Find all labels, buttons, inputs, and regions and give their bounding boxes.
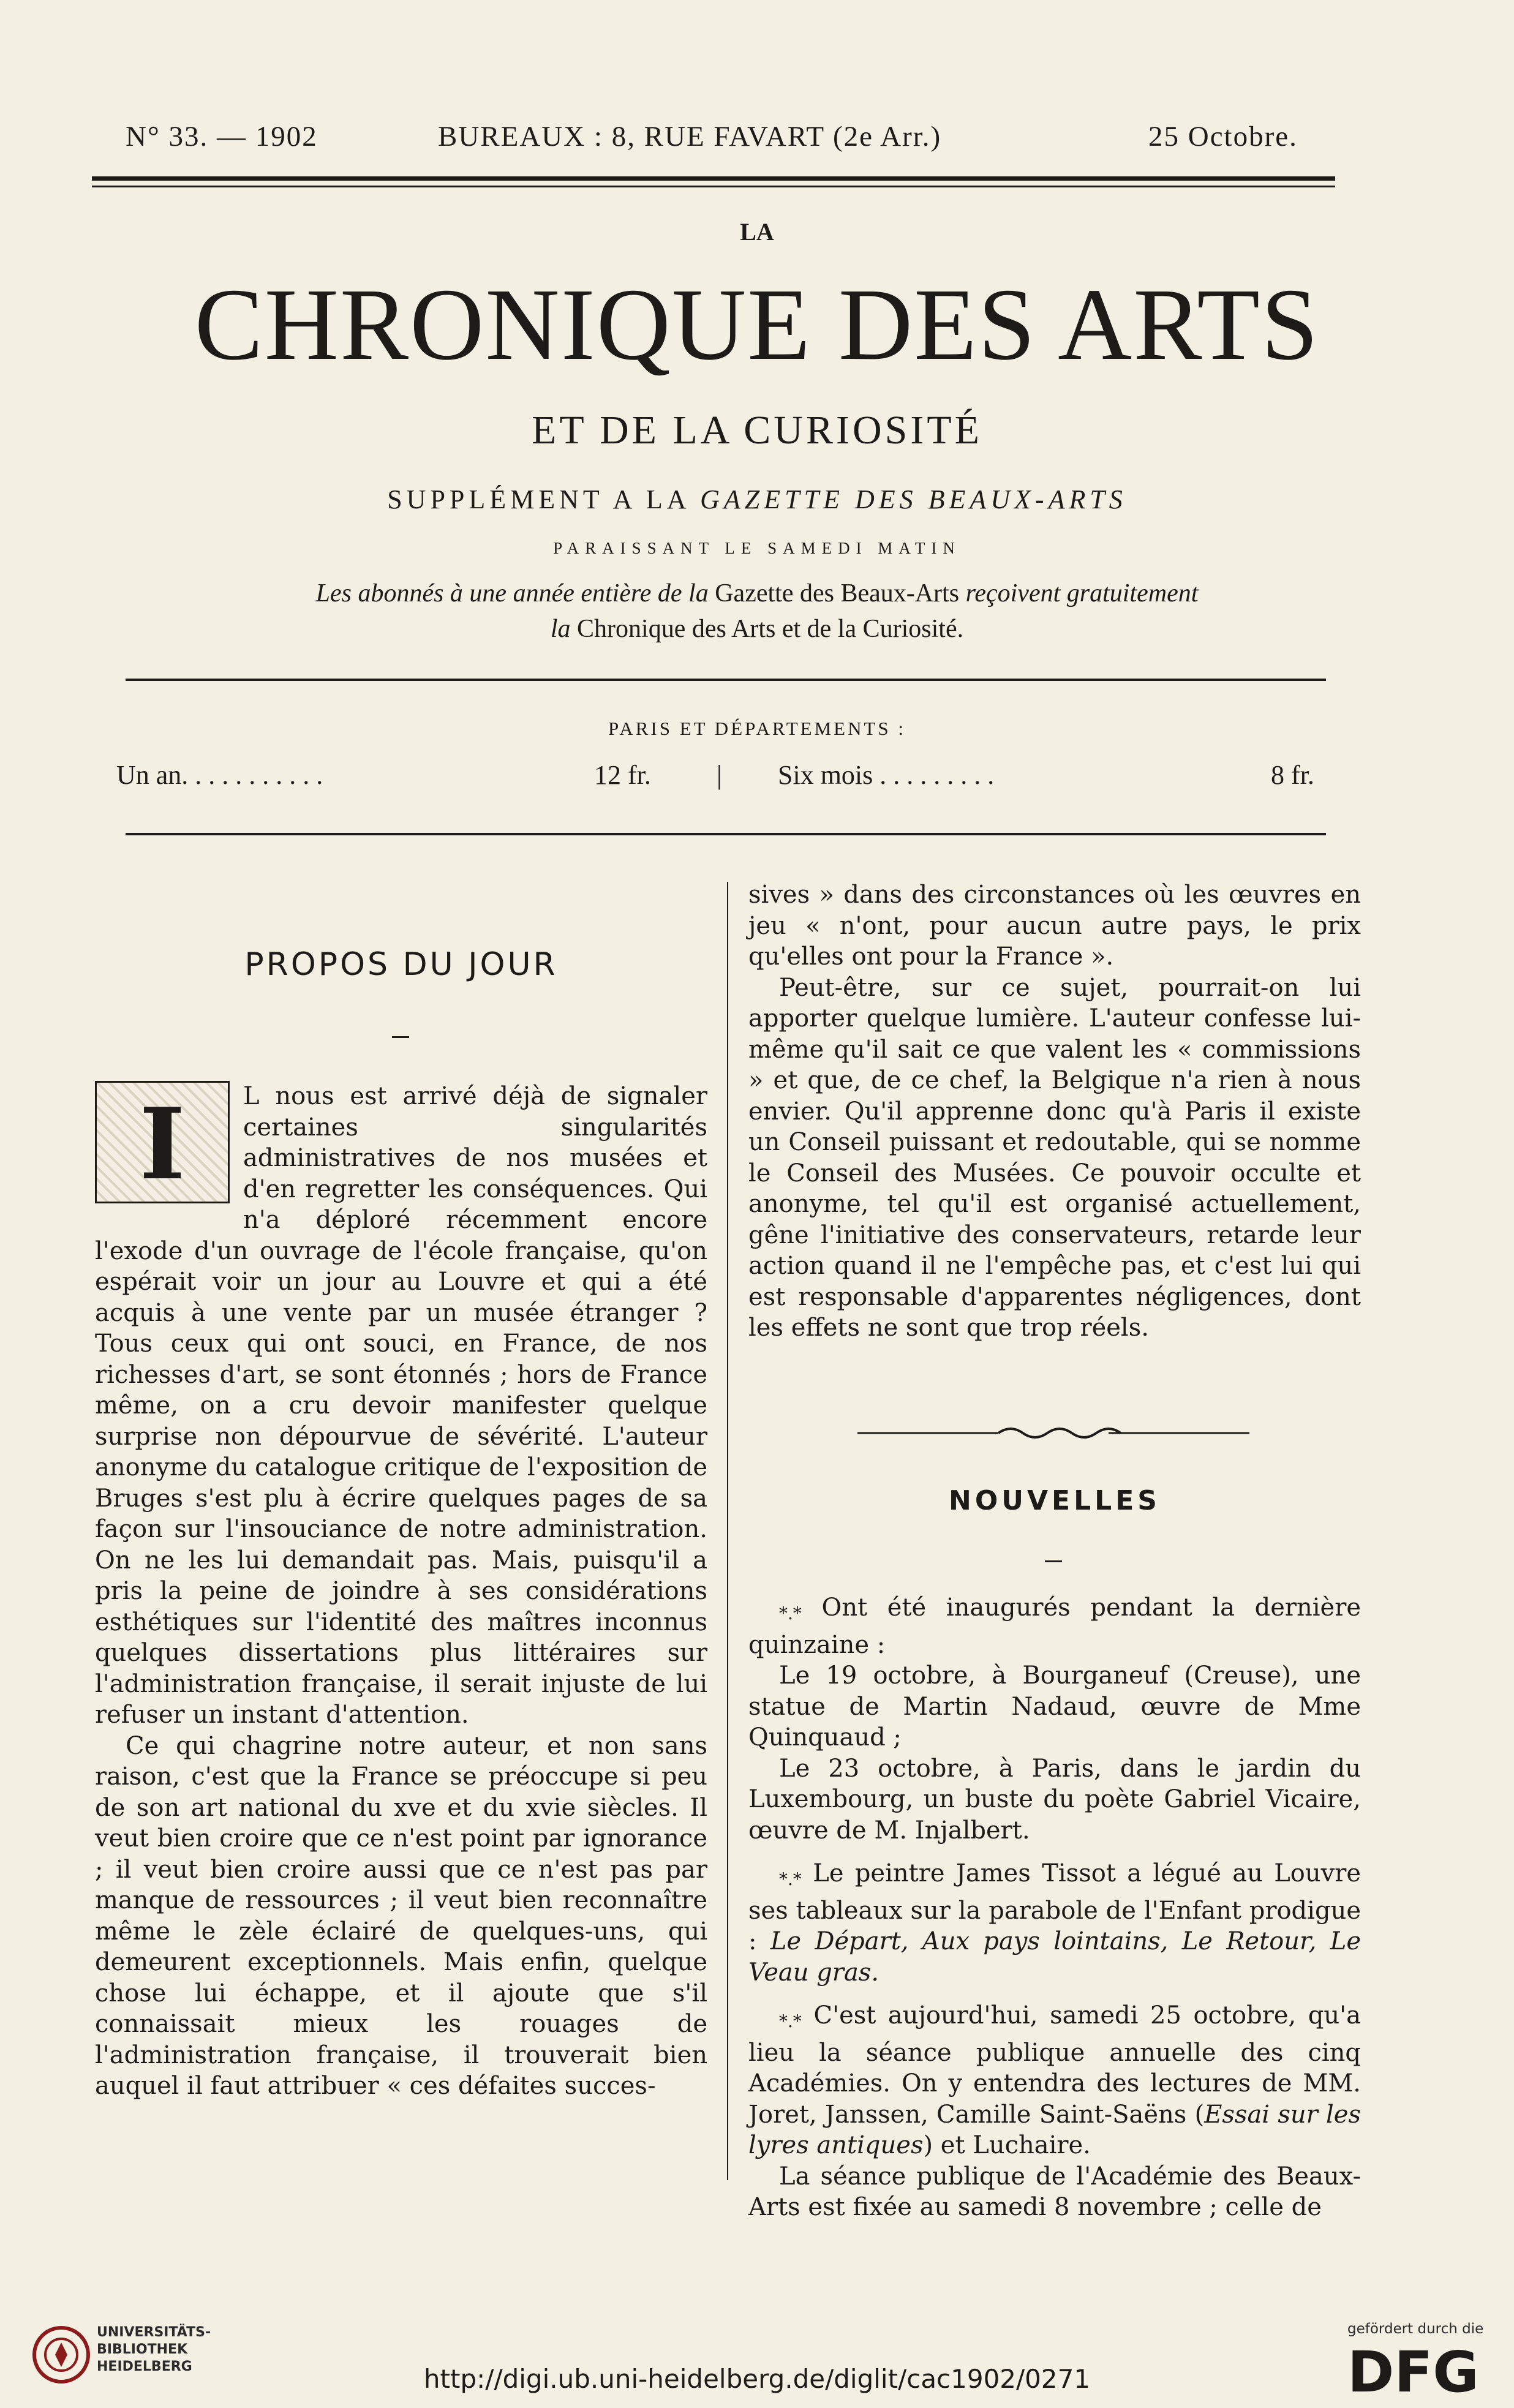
nouvelle-3-title: Essai sur les lyres antiques	[748, 2100, 1361, 2159]
supplement-line	[0, 484, 1514, 515]
nouvelle-item-1	[748, 1592, 1361, 1660]
nouvelles-dash	[1045, 1560, 1062, 1562]
price-year-value: 12 fr.	[594, 760, 651, 790]
propos-paragraph-1: L nous est arrivé déjà de signaler certaines singularités administratives de nos musées et d'en regretter les conséquences. Qui n'a déploré récemment encore l'exode d'un ouvrage de l'école française, qu'on espérait voir un jour au Louvre et qui a été acquis à une vente par un musée étranger ? Tous ceux qui ont souci, en France, de nos richesses d'art, se sont étonnés ; hors de France même, on a cru devoir manifester quelque surprise non dépourvue de sévérité. L'auteur anonyme du catalogue critique de l'exposition de Bruges s'est plu à écrire quelques pages de sa façon sur l'insouciance de notre administration. On ne les lui demandait pas. Mais, puisqu'il a pris la peine de joindre à ses considérations esthétiques sur l'identité des maîtres inconnus quelques dissertations plus littéraires sur l'administration française, il serait injuste de lui refuser un instant d'attention.	[95, 1082, 707, 1729]
abonnes-line-2	[0, 614, 1514, 644]
nouvelle-3-text: C'est aujourd'hui, samedi 25 octobre, qu'a lieu la séance publique annuelle des cinq Académies. On y entendra des lectures de MM. Joret, Janssen, Camille Saint-Saëns (	[748, 2001, 1361, 2129]
drop-cap-letter: I	[139, 1086, 186, 1202]
paraissant-line: PARAISSANT LE SAMEDI MATIN	[553, 539, 961, 557]
masthead-la: LA	[740, 218, 774, 246]
subscription-rule	[126, 833, 1326, 835]
column-divider	[727, 882, 728, 2180]
nouvelle-2-text: Le peintre James Tissot a légué au Louvre ses tableaux sur la parabole de l'Enfant prodigue :	[748, 1859, 1361, 1955]
nouvelles-list	[748, 1592, 1361, 2223]
propos-paragraph-4: Peut-être, sur ce sujet, pourrait-on lui apporter quelque lumière. L'auteur confesse lui-même qu'il sait ce que valent les « commissions » et que, de ce chef, la Belgique n'a rien à nous envier. Qu'il apprenne donc qu'à Paris il existe un Conseil puissant et redoutable, qui se nomme le Conseil des Musées. Ce pouvoir occulte et anonyme, tel qu'il est organisé actuellement, gêne l'initiative des conservateurs, retarde leur action quand il ne l'empêche pas, et c'est lui qui est responsable d'apparentes négligences, dont les effets ne sont que trop réels.	[748, 973, 1361, 1342]
stars-mark: *.*	[779, 2011, 802, 2031]
price-separator: |	[717, 760, 722, 790]
masthead-subtitle: ET DE LA CURIOSITÉ	[532, 408, 982, 453]
price-six-label: Six mois . . . . . . . . .	[778, 760, 995, 790]
stars-mark: *.*	[779, 1869, 802, 1889]
issue-number: N° 33. — 1902	[126, 121, 318, 152]
abonnes-2a: la	[550, 615, 571, 643]
uni-line-1: UNIVERSITÄTS-	[97, 2325, 211, 2340]
abonnes-line-1	[0, 579, 1514, 608]
nouvelle-1-text: Ont été inaugurés pendant la dernière quinzaine :	[748, 1593, 1361, 1659]
stars-mark: *.*	[779, 1603, 802, 1624]
nouvelle-3-end: ) et Luchaire.	[923, 2131, 1091, 2159]
nouvelle-item-2	[748, 1858, 1361, 1988]
propos-continued	[748, 879, 1361, 1344]
masthead-rule	[126, 679, 1326, 681]
nouvelle-2-titles: Le Départ, Aux pays lointains, Le Retour, Le Veau gras.	[748, 1927, 1361, 1987]
uni-line-3: HEIDELBERG	[97, 2359, 192, 2374]
subscription-heading: PARIS ET DÉPARTEMENTS :	[608, 718, 906, 739]
masthead-title: CHRONIQUE DES ARTS	[194, 268, 1320, 382]
nouvelle-item-4: La séance publique de l'Académie des Beaux-Arts est fixée au samedi 8 novembre ; celle de	[748, 2162, 1361, 2221]
supplement-prefix: SUPPLÉMENT A LA	[387, 484, 690, 514]
issue-date: 25 Octobre.	[1148, 121, 1298, 152]
source-url-link[interactable]: http://digi.ub.uni-heidelberg.de/diglit/cac1902/0271	[423, 2364, 1091, 2394]
abonnes-1c: reçoivent gratuitement	[965, 579, 1199, 608]
drop-cap-ornament	[95, 1081, 230, 1203]
abonnes-2b: Chronique des Arts et de la Curiosité.	[577, 615, 964, 643]
propos-heading: PROPOS DU JOUR	[244, 946, 558, 983]
propos-dash	[392, 1036, 409, 1038]
dfg-logo: DFG	[1347, 2339, 1479, 2405]
abonnes-1b: Gazette des Beaux-Arts	[715, 579, 960, 608]
price-year-label: Un an. . . . . . . . . . .	[116, 760, 323, 790]
bureaux-address: BUREAUX : 8, RUE FAVART (2e Arr.)	[438, 121, 942, 152]
supplement-gazette: GAZETTE DES BEAUX-ARTS	[700, 484, 1127, 514]
nouvelle-item-3	[748, 2000, 1361, 2161]
propos-article	[95, 1081, 707, 2102]
header-rule-thick	[92, 176, 1335, 181]
propos-paragraph-3: sives » dans des circonstances où les œuvres en jeu « n'ont, pour aucun autre pays, le prix qu'elles ont pour la France ».	[748, 881, 1361, 971]
propos-paragraph-2: Ce qui chagrine notre auteur, et non sans raison, c'est que la France se préoccupe si peu de son art national du xve et du xvie siècles. Il veut bien croire que ce n'est point par ignorance ; il veut bien croire aussi que ce n'est pas par manque de ressources ; il veut bien reconnaître même le zèle éclairé de quelques-uns, qui demeurent exceptionnels. Mais enfin, quelque chose lui échappe, et il ajoute que s'il connaissait mieux les rouages de l'administration française, il trouverait bien auquel il faut attribuer « ces défaites succes-	[95, 1731, 707, 2100]
nouvelle-item-1a: Le 19 octobre, à Bourganeuf (Creuse), une statue de Martin Nadaud, œuvre de Mme Quinquaud ;	[748, 1661, 1361, 1751]
price-six-value: 8 fr.	[1271, 760, 1314, 790]
nouvelles-heading: NOUVELLES	[949, 1485, 1161, 1516]
nouvelle-item-1b: Le 23 octobre, à Paris, dans le jardin du Luxembourg, un buste du poète Gabriel Vicaire, œuvre de M. Injalbert.	[748, 1754, 1361, 1845]
dfg-funding-label: gefördert durch die	[1347, 2321, 1484, 2337]
header-rule-thin	[92, 186, 1335, 187]
section-ornament	[857, 1421, 1249, 1445]
uni-line-2: BIBLIOTHEK	[97, 2342, 188, 2357]
abonnes-1a: Les abonnés à une année entière de la	[315, 579, 709, 608]
